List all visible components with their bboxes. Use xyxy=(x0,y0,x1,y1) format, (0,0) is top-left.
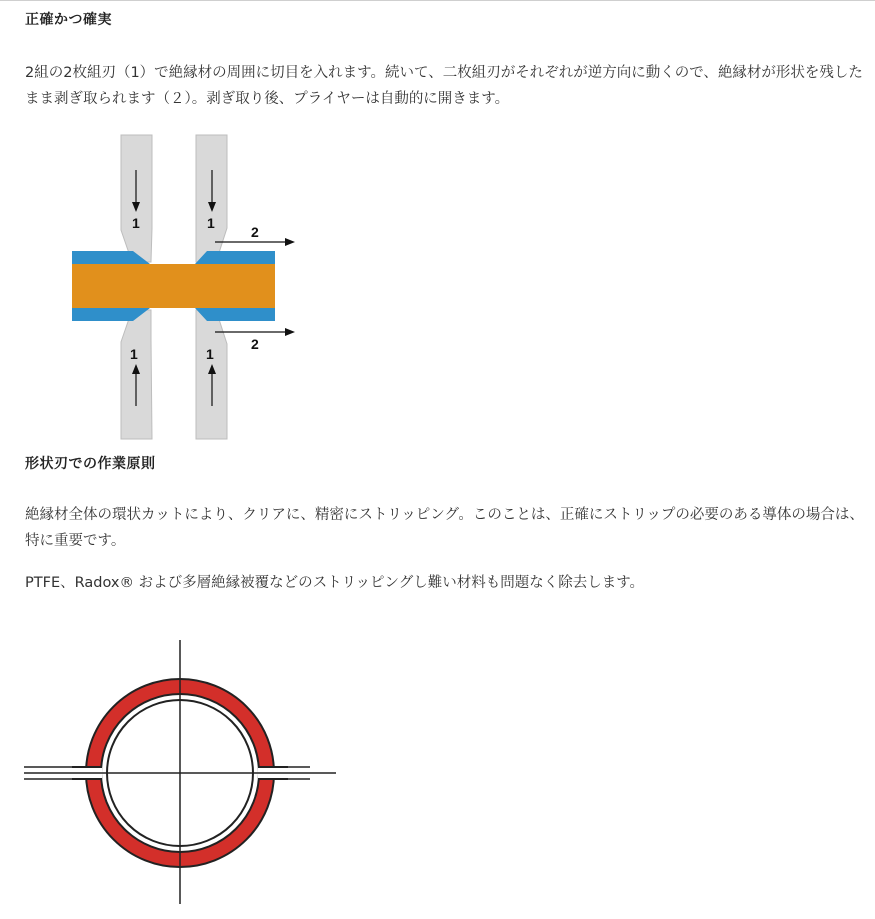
conductor-core xyxy=(72,264,275,308)
step-label-1-lower-right: 1 xyxy=(206,346,214,362)
step-label-2-upper: 2 xyxy=(251,224,259,240)
step-label-1-upper-right: 1 xyxy=(207,215,215,231)
insulation-bottom xyxy=(72,308,275,321)
arrow-right-icon xyxy=(285,238,295,246)
step-label-1-lower-left: 1 xyxy=(130,346,138,362)
section-heading-blade-principle: 形状刃での作業原則 xyxy=(25,456,156,472)
step-label-2-lower: 2 xyxy=(251,336,259,352)
ring-cut-diagram xyxy=(20,636,340,906)
arrow-right-icon xyxy=(285,328,295,336)
blade-cutting-diagram xyxy=(55,130,315,442)
top-divider xyxy=(0,0,875,1)
section-paragraph-materials: PTFE、Radox® および多層絶縁被覆などのストリッピングし難い材料も問題なく除去します。 xyxy=(25,575,645,591)
section-paragraph-accuracy: 2組の2枚組刃（1）で絶縁材の周囲に切目を入れます。続いて、二枚組刃がそれぞれが逆方向に動くので、絶縁材が形状を残したまま剥ぎ取られます（２）。剥ぎ取り後、プライヤーは自動的に開きます。 xyxy=(25,65,863,107)
step-label-1-upper-left: 1 xyxy=(132,215,140,231)
insulation-top xyxy=(72,251,275,264)
section-heading-accuracy: 正確かつ確実 xyxy=(25,12,112,28)
section-paragraph-ring-cut: 絶縁材全体の環状カットにより、クリアに、精密にストリッピング。このことは、正確にストリップの必要のある導体の場合は、特に重要です。 xyxy=(25,507,864,549)
